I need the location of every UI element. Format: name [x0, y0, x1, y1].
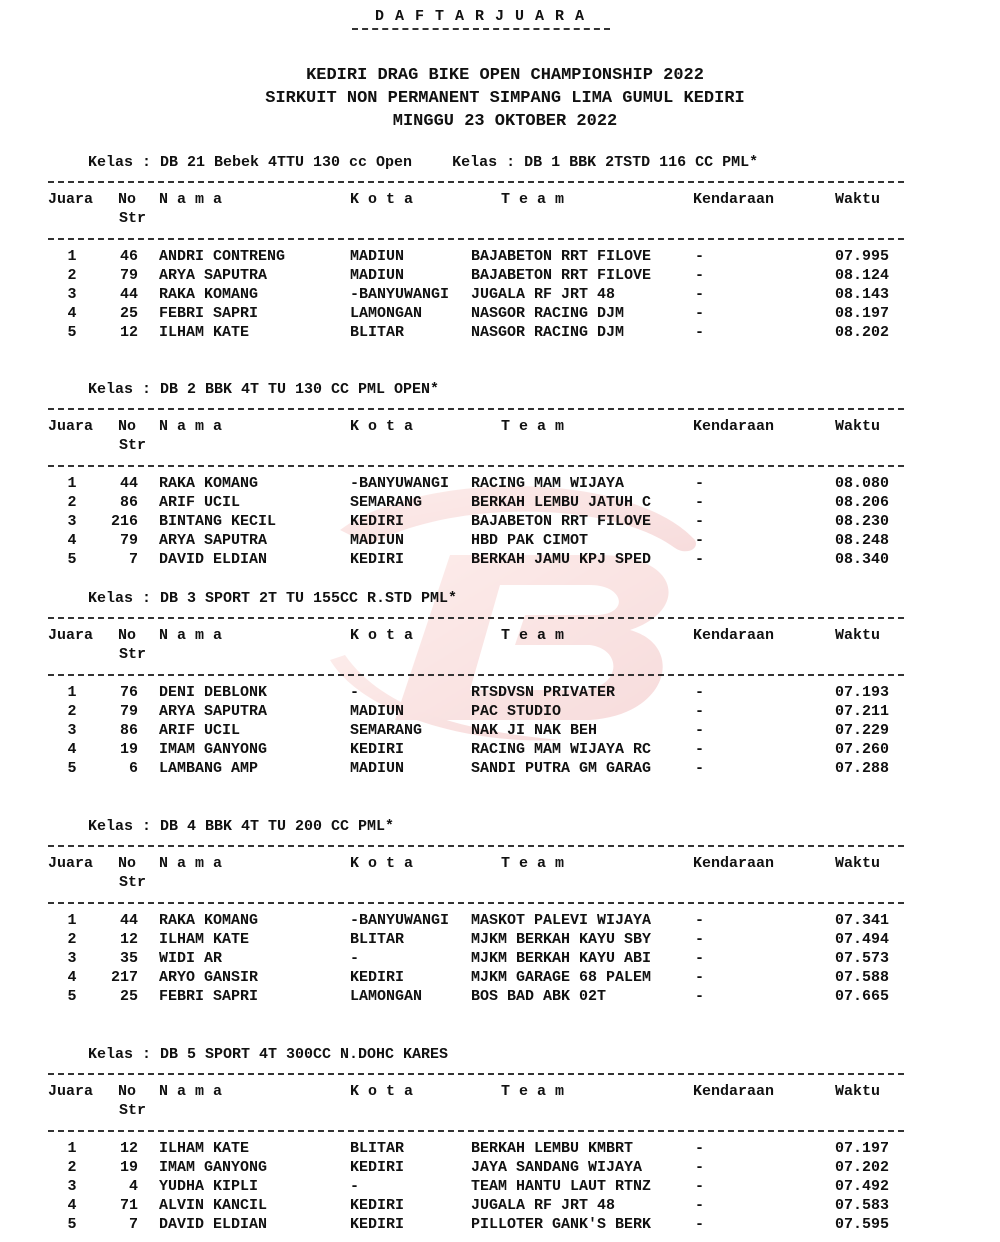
cell-juara: 3 — [67, 950, 77, 967]
cell-juara: 1 — [67, 1140, 77, 1157]
cell-kendaraan: - — [695, 532, 705, 549]
cell-team: BAJABETON RRT FILOVE — [471, 248, 652, 265]
col-header-no: No — [118, 418, 137, 435]
col-header-team: T e a m — [501, 191, 565, 208]
cell-nama: LAMBANG AMP — [159, 760, 259, 777]
cell-juara: 3 — [67, 513, 77, 530]
cell-kendaraan: - — [695, 475, 705, 492]
cell-nama: BINTANG KECIL — [159, 513, 277, 530]
col-header-no: No — [118, 1083, 137, 1100]
cell-juara: 4 — [67, 305, 77, 322]
cell-waktu: 07.341 — [835, 912, 890, 929]
cell-kota: SEMARANG — [350, 494, 423, 511]
class-heading — [88, 590, 457, 607]
cell-team: BERKAH LEMBU KMBRT — [471, 1140, 634, 1157]
cell-juara: 3 — [67, 1178, 77, 1195]
class-heading — [88, 381, 439, 398]
cell-kota: MADIUN — [350, 532, 405, 549]
cell-waktu: 08.248 — [835, 532, 890, 549]
cell-waktu: 08.202 — [835, 324, 890, 341]
cell-no: 25 — [119, 305, 138, 322]
cell-kendaraan: - — [695, 267, 705, 284]
cell-team: MASKOT PALEVI WIJAYA — [471, 912, 652, 929]
cell-team: JAYA SANDANG WIJAYA — [471, 1159, 643, 1176]
col-header-kendaraan: Kendaraan — [693, 855, 775, 872]
cell-juara: 3 — [67, 722, 77, 739]
cell-nama: ILHAM KATE — [159, 1140, 250, 1157]
table-header-rule — [48, 238, 904, 240]
cell-no: 86 — [119, 494, 138, 511]
cell-team: MJKM BERKAH KAYU ABI — [471, 950, 652, 967]
cell-kota: -BANYUWANGI — [350, 475, 450, 492]
cell-waktu: 07.573 — [835, 950, 890, 967]
cell-nama: FEBRI SAPRI — [159, 305, 259, 322]
col-header-no: No — [118, 627, 137, 644]
class-label: Kelas : DB 3 SPORT 2T TU 155CC R.STD PML* — [88, 590, 458, 607]
cell-kendaraan: - — [695, 1216, 705, 1233]
cell-juara: 4 — [67, 969, 77, 986]
cell-team: BERKAH JAMU KPJ SPED — [471, 551, 652, 568]
cell-waktu: 08.206 — [835, 494, 890, 511]
cell-nama: FEBRI SAPRI — [159, 988, 259, 1005]
document-title: D A F T A R J U A R A — [374, 8, 586, 25]
table-header-rule — [48, 674, 904, 676]
cell-waktu: 07.595 — [835, 1216, 890, 1233]
col-header-nama: N a m a — [159, 191, 223, 208]
cell-juara: 5 — [67, 1216, 77, 1233]
cell-nama: ANDRI CONTRENG — [159, 248, 286, 265]
cell-waktu: 07.492 — [835, 1178, 890, 1195]
class-heading — [88, 818, 394, 835]
col-header-nama: N a m a — [159, 627, 223, 644]
col-header-str: Str — [119, 437, 147, 454]
col-header-no: No — [118, 855, 137, 872]
cell-kendaraan: - — [695, 684, 705, 701]
event-title: KEDIRI DRAG BIKE OPEN CHAMPIONSHIP 2022 — [306, 66, 704, 85]
cell-kota: - — [350, 950, 360, 967]
cell-juara: 1 — [67, 912, 77, 929]
cell-team: BERKAH LEMBU JATUH C — [471, 494, 652, 511]
cell-kendaraan: - — [695, 1140, 705, 1157]
cell-juara: 1 — [67, 248, 77, 265]
cell-juara: 2 — [67, 703, 77, 720]
cell-team: NAK JI NAK BEH — [471, 722, 598, 739]
col-header-kendaraan: Kendaraan — [693, 1083, 775, 1100]
cell-juara: 4 — [67, 1197, 77, 1214]
cell-team: NASGOR RACING DJM — [471, 305, 625, 322]
class-label: Kelas : DB 2 BBK 4T TU 130 CC PML OPEN* — [88, 381, 440, 398]
col-header-waktu: Waktu — [835, 627, 881, 644]
cell-nama: ILHAM KATE — [159, 324, 250, 341]
cell-kota: -BANYUWANGI — [350, 286, 450, 303]
col-header-kendaraan: Kendaraan — [693, 418, 775, 435]
cell-no: 46 — [119, 248, 138, 265]
cell-nama: RAKA KOMANG — [159, 475, 259, 492]
cell-nama: WIDI AR — [159, 950, 223, 967]
col-header-nama: N a m a — [159, 855, 223, 872]
cell-team: MJKM BERKAH KAYU SBY — [471, 931, 652, 948]
cell-no: 19 — [119, 741, 138, 758]
cell-nama: ARYA SAPUTRA — [159, 703, 268, 720]
cell-nama: YUDHA KIPLI — [159, 1178, 259, 1195]
cell-waktu: 07.202 — [835, 1159, 890, 1176]
col-header-team: T e a m — [501, 627, 565, 644]
col-header-team: T e a m — [501, 418, 565, 435]
col-header-team: T e a m — [501, 1083, 565, 1100]
cell-kota: - — [350, 1178, 360, 1195]
cell-kota: BLITAR — [350, 1140, 405, 1157]
cell-nama: ARYA SAPUTRA — [159, 267, 268, 284]
cell-kendaraan: - — [695, 760, 705, 777]
cell-no: 86 — [119, 722, 138, 739]
cell-team: RACING MAM WIJAYA RC — [471, 741, 652, 758]
cell-no: 4 — [128, 1178, 138, 1195]
cell-kendaraan: - — [695, 741, 705, 758]
cell-waktu: 08.080 — [835, 475, 890, 492]
cell-kendaraan: - — [695, 248, 705, 265]
cell-team: JUGALA RF JRT 48 — [471, 1197, 616, 1214]
col-header-juara: Juara — [48, 627, 94, 644]
table-header-rule — [48, 465, 904, 467]
cell-nama: RAKA KOMANG — [159, 912, 259, 929]
cell-team: PILLOTER GANK'S BERK — [471, 1216, 652, 1233]
col-header-juara: Juara — [48, 418, 94, 435]
cell-kendaraan: - — [695, 722, 705, 739]
cell-kendaraan: - — [695, 988, 705, 1005]
cell-waktu: 07.260 — [835, 741, 890, 758]
table-top-rule — [48, 1073, 904, 1075]
cell-kendaraan: - — [695, 305, 705, 322]
cell-waktu: 08.340 — [835, 551, 890, 568]
cell-team: JUGALA RF JRT 48 — [471, 286, 616, 303]
col-header-kota: K o t a — [350, 855, 414, 872]
cell-kota: MADIUN — [350, 703, 405, 720]
col-header-str: Str — [119, 646, 147, 663]
cell-waktu: 08.124 — [835, 267, 890, 284]
cell-juara: 1 — [67, 684, 77, 701]
col-header-juara: Juara — [48, 191, 94, 208]
cell-juara: 5 — [67, 988, 77, 1005]
cell-nama: RAKA KOMANG — [159, 286, 259, 303]
cell-no: 217 — [110, 969, 138, 986]
cell-waktu: 07.494 — [835, 931, 890, 948]
cell-juara: 2 — [67, 267, 77, 284]
cell-kendaraan: - — [695, 1197, 705, 1214]
cell-waktu: 07.583 — [835, 1197, 890, 1214]
cell-no: 79 — [119, 703, 138, 720]
table-header-rule — [48, 902, 904, 904]
cell-team: BAJABETON RRT FILOVE — [471, 267, 652, 284]
cell-kota: MADIUN — [350, 248, 405, 265]
cell-no: 79 — [119, 532, 138, 549]
col-header-kota: K o t a — [350, 627, 414, 644]
cell-juara: 1 — [67, 475, 77, 492]
cell-nama: DAVID ELDIAN — [159, 551, 268, 568]
col-header-str: Str — [119, 210, 147, 227]
cell-waktu: 08.143 — [835, 286, 890, 303]
cell-waktu: 07.229 — [835, 722, 890, 739]
table-top-rule — [48, 617, 904, 619]
cell-kendaraan: - — [695, 551, 705, 568]
venue-title: SIRKUIT NON PERMANENT SIMPANG LIMA GUMUL KEDIRI — [265, 89, 745, 108]
col-header-team: T e a m — [501, 855, 565, 872]
cell-no: 12 — [119, 931, 138, 948]
cell-kota: KEDIRI — [350, 1197, 405, 1214]
cell-team: TEAM HANTU LAUT RTNZ — [471, 1178, 652, 1195]
cell-waktu: 08.230 — [835, 513, 890, 530]
cell-kota: -BANYUWANGI — [350, 912, 450, 929]
cell-juara: 5 — [67, 551, 77, 568]
col-header-kota: K o t a — [350, 418, 414, 435]
col-header-nama: N a m a — [159, 418, 223, 435]
cell-juara: 2 — [67, 1159, 77, 1176]
col-header-kota: K o t a — [350, 191, 414, 208]
class-heading — [88, 154, 758, 171]
cell-kota: MADIUN — [350, 760, 405, 777]
cell-kota: LAMONGAN — [350, 305, 423, 322]
cell-kota: KEDIRI — [350, 969, 405, 986]
cell-kota: KEDIRI — [350, 741, 405, 758]
col-header-str: Str — [119, 874, 147, 891]
col-header-kendaraan: Kendaraan — [693, 627, 775, 644]
cell-waktu: 07.193 — [835, 684, 890, 701]
cell-no: 6 — [128, 760, 138, 777]
cell-no: 44 — [119, 475, 138, 492]
cell-waktu: 08.197 — [835, 305, 890, 322]
cell-kendaraan: - — [695, 494, 705, 511]
cell-kendaraan: - — [695, 703, 705, 720]
event-date: MINGGU 23 OKTOBER 2022 — [392, 112, 618, 131]
cell-nama: DAVID ELDIAN — [159, 1216, 268, 1233]
cell-juara: 5 — [67, 324, 77, 341]
cell-no: 76 — [119, 684, 138, 701]
col-header-waktu: Waktu — [835, 855, 881, 872]
cell-kota: BLITAR — [350, 931, 405, 948]
cell-no: 7 — [128, 1216, 138, 1233]
cell-waktu: 07.588 — [835, 969, 890, 986]
cell-no: 19 — [119, 1159, 138, 1176]
cell-kendaraan: - — [695, 931, 705, 948]
cell-no: 35 — [119, 950, 138, 967]
cell-kota: KEDIRI — [350, 551, 405, 568]
cell-team: NASGOR RACING DJM — [471, 324, 625, 341]
class-label: Kelas : DB 1 BBK 2TSTD 116 CC PML* — [452, 154, 759, 171]
cell-waktu: 07.288 — [835, 760, 890, 777]
table-header-rule — [48, 1130, 904, 1132]
class-label: Kelas : DB 4 BBK 4T TU 200 CC PML* — [88, 818, 395, 835]
cell-no: 44 — [119, 912, 138, 929]
cell-no: 12 — [119, 324, 138, 341]
cell-waktu: 07.211 — [835, 703, 890, 720]
cell-team: SANDI PUTRA GM GARAG — [471, 760, 652, 777]
table-top-rule — [48, 845, 904, 847]
cell-kota: KEDIRI — [350, 1159, 405, 1176]
cell-kendaraan: - — [695, 1178, 705, 1195]
cell-nama: DENI DEBLONK — [159, 684, 268, 701]
cell-kendaraan: - — [695, 912, 705, 929]
cell-team: MJKM GARAGE 68 PALEM — [471, 969, 652, 986]
cell-nama: ARIF UCIL — [159, 722, 241, 739]
cell-no: 71 — [119, 1197, 138, 1214]
col-header-waktu: Waktu — [835, 1083, 881, 1100]
cell-no: 216 — [110, 513, 138, 530]
cell-kota: MADIUN — [350, 267, 405, 284]
cell-juara: 5 — [67, 760, 77, 777]
cell-team: PAC STUDIO — [471, 703, 562, 720]
cell-kendaraan: - — [695, 969, 705, 986]
cell-no: 25 — [119, 988, 138, 1005]
cell-team: RTSDVSN PRIVATER — [471, 684, 616, 701]
cell-no: 79 — [119, 267, 138, 284]
col-header-juara: Juara — [48, 1083, 94, 1100]
cell-waktu: 07.995 — [835, 248, 890, 265]
class-label: Kelas : DB 21 Bebek 4TTU 130 cc Open — [88, 154, 413, 171]
cell-nama: ARIF UCIL — [159, 494, 241, 511]
cell-kota: KEDIRI — [350, 513, 405, 530]
cell-juara: 2 — [67, 494, 77, 511]
cell-no: 12 — [119, 1140, 138, 1157]
cell-juara: 2 — [67, 931, 77, 948]
cell-nama: IMAM GANYONG — [159, 741, 268, 758]
cell-kendaraan: - — [695, 1159, 705, 1176]
col-header-kendaraan: Kendaraan — [693, 191, 775, 208]
cell-kota: - — [350, 684, 360, 701]
cell-waktu: 07.197 — [835, 1140, 890, 1157]
cell-team: BAJABETON RRT FILOVE — [471, 513, 652, 530]
cell-juara: 4 — [67, 532, 77, 549]
col-header-str: Str — [119, 1102, 147, 1119]
cell-waktu: 07.665 — [835, 988, 890, 1005]
cell-team: BOS BAD ABK 02T — [471, 988, 607, 1005]
cell-kota: LAMONGAN — [350, 988, 423, 1005]
table-top-rule — [48, 408, 904, 410]
cell-team: HBD PAK CIMOT — [471, 532, 589, 549]
cell-kendaraan: - — [695, 950, 705, 967]
cell-kendaraan: - — [695, 324, 705, 341]
cell-nama: IMAM GANYONG — [159, 1159, 268, 1176]
cell-juara: 4 — [67, 741, 77, 758]
cell-no: 7 — [128, 551, 138, 568]
cell-nama: ALVIN KANCIL — [159, 1197, 268, 1214]
cell-nama: ARYA SAPUTRA — [159, 532, 268, 549]
cell-kendaraan: - — [695, 513, 705, 530]
col-header-waktu: Waktu — [835, 418, 881, 435]
cell-kendaraan: - — [695, 286, 705, 303]
cell-nama: ILHAM KATE — [159, 931, 250, 948]
col-header-no: No — [118, 191, 137, 208]
table-top-rule — [48, 181, 904, 183]
title-underline — [352, 28, 610, 30]
col-header-waktu: Waktu — [835, 191, 881, 208]
class-label: Kelas : DB 5 SPORT 4T 300CC N.DOHC KARES — [88, 1046, 449, 1063]
cell-no: 44 — [119, 286, 138, 303]
cell-nama: ARYO GANSIR — [159, 969, 259, 986]
class-heading — [88, 1046, 448, 1063]
cell-kota: KEDIRI — [350, 1216, 405, 1233]
cell-juara: 3 — [67, 286, 77, 303]
col-header-kota: K o t a — [350, 1083, 414, 1100]
col-header-juara: Juara — [48, 855, 94, 872]
cell-kota: BLITAR — [350, 324, 405, 341]
col-header-nama: N a m a — [159, 1083, 223, 1100]
cell-team: RACING MAM WIJAYA — [471, 475, 625, 492]
cell-kota: SEMARANG — [350, 722, 423, 739]
